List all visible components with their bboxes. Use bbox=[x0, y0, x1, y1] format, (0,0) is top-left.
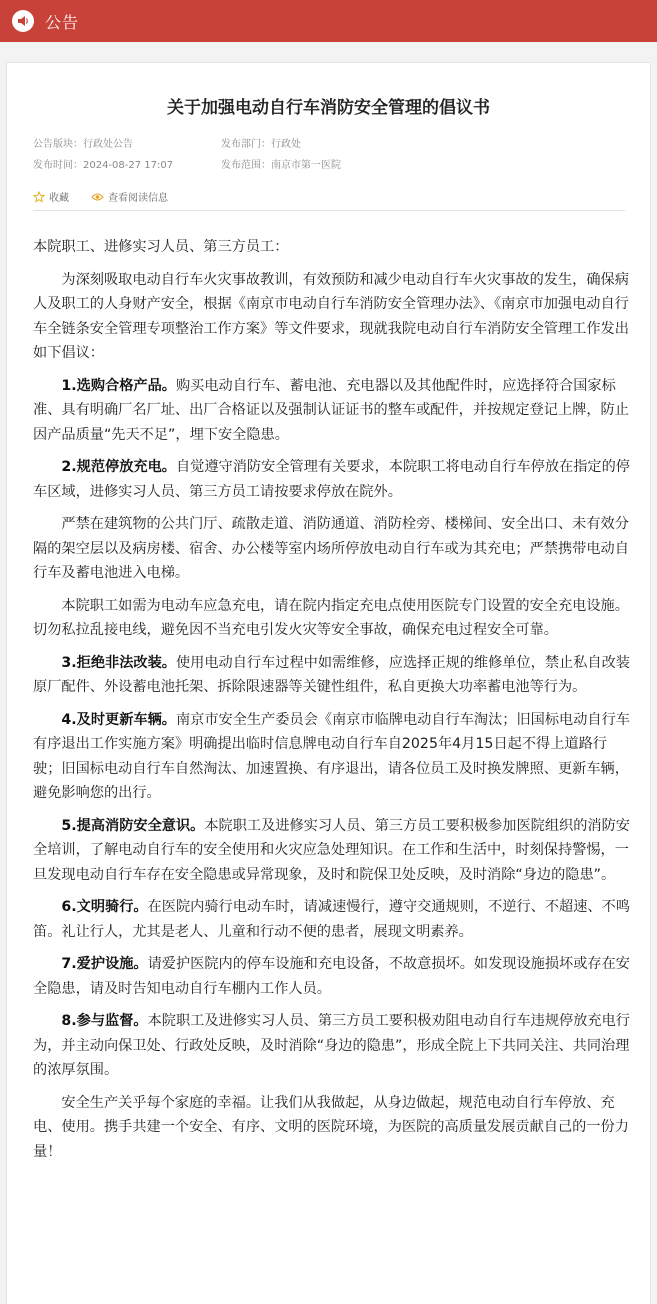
meta-department: 发布部门：行政处 bbox=[221, 139, 301, 150]
header-title: 公告 bbox=[45, 12, 80, 32]
intro-paragraph: 为深刻吸取电动自行车火灾事故教训，有效预防和减少电动自行车火灾事故的发生，确保病人及职工的人身财产安全，根据《南京市电动自行车消防安全管理办法》、《南京市加强电动自行车全链条安全管理专项整治工作方案》等文件要求，现就我院电动自行车消防安全管理工作发出如下倡议： bbox=[33, 271, 629, 361]
item-paragraph: 1.选购合格产品。购买电动自行车、蓄电池、充电器以及其他配件时，应选择符合国家标准、具有明确厂名厂址、出厂合格证以及强制认证证书的整车或配件，并按规定登记上牌，防止因产品质量“先天不足”，埋下安全隐患。 bbox=[33, 377, 629, 443]
item-paragraph: 7.爱护设施。请爱护医院内的停车设施和充电设备，不故意损坏。如发现设施损坏或存在安全隐患，请及时告知电动自行车棚内工作人员。 bbox=[33, 956, 630, 997]
read-info-button[interactable] bbox=[91, 189, 168, 204]
body-paragraph: 本院职工如需为电动车应急充电，请在院内指定充电点使用医院专门设置的安全充电设施。切勿私拉乱接电线，避免因不当充电引发火灾等安全事故，确保充电过程安全可靠。 bbox=[33, 597, 629, 638]
item-paragraph: 8.参与监督。本院职工及进修实习人员、第三方员工要积极劝阻电动自行车违规停放充电行为，并主动向保卫处、行政处反映，及时消除“身边的隐患”，形成全院上下共同关注、共同治理的浓厚氛围。 bbox=[33, 1013, 630, 1078]
body-paragraph: 严禁在建筑物的公共门厅、疏散走道、消防通道、消防栓旁、楼梯间、安全出口、未有效分隔的架空层以及病房楼、宿舍、办公楼等室内场所停放电动自行车或为其充电；严禁携带电动自行车及蓄电池进入电梯。 bbox=[33, 516, 629, 581]
closing-paragraph: 安全生产关乎每个家庭的幸福。让我们从我做起，从身边做起，规范电动自行车停放、充电、使用。携手共建一个安全、有序、文明的医院环境，为医院的高质量发展贡献自己的一份力量！ bbox=[33, 1094, 629, 1160]
salutation: 本院职工、进修实习人员、第三方员工： bbox=[33, 239, 289, 255]
app-header bbox=[0, 0, 657, 42]
favorite-button[interactable] bbox=[33, 189, 69, 204]
favorite-label: 收藏 bbox=[49, 193, 69, 204]
read-info-label: 查看阅读信息 bbox=[108, 193, 168, 204]
item-paragraph: 2.规范停放充电。自觉遵守消防安全管理有关要求，本院职工将电动自行车停放在指定的停车区域，进修实习人员、第三方员工请按要求停放在院外。 bbox=[33, 459, 630, 500]
announcement-card bbox=[6, 62, 651, 1304]
divider bbox=[33, 210, 625, 211]
star-icon bbox=[33, 191, 45, 203]
document-body bbox=[33, 235, 631, 1172]
document-title: 关于加强电动自行车消防安全管理的倡议书 bbox=[167, 98, 490, 118]
meta-scope: 发布范围：南京市第一医院 bbox=[221, 160, 341, 171]
item-paragraph: 3.拒绝非法改装。使用电动自行车过程中如需维修，应选择正规的维修单位，禁止私自改装原厂配件、外设蓄电池托架、拆除限速器等关键性组件，私自更换大功率蓄电池等行为。 bbox=[33, 654, 630, 695]
item-paragraph: 5.提高消防安全意识。本院职工及进修实习人员、第三方员工要积极参加医院组织的消防安全培训，了解电动自行车的安全使用和火灾应急处理知识。在工作和生活中，时刻保持警惕，一旦发现电动自行车存在安全隐患或异常现象，及时和院保卫处反映，及时消除“身边的隐患”。 bbox=[33, 817, 630, 883]
speaker-icon[interactable] bbox=[12, 10, 34, 32]
meta-time: 发布时间：2024-08-27 17:07 bbox=[33, 160, 174, 171]
item-paragraph: 4.及时更新车辆。南京市安全生产委员会《南京市临牌电动自行车淘汰；旧国标电动自行车有序退出工作实施方案》明确提出临时信息牌电动自行车自2025年4月15日起不得上道路行驶；旧国标电动自行车自然淘汰、加速置换、有序退出，请各位员工及时换发牌照、更新车辆，避免影响您的出行。 bbox=[33, 711, 630, 801]
meta-board: 公告版块：行政处公告 bbox=[33, 139, 133, 150]
action-bar bbox=[33, 189, 168, 204]
eye-icon bbox=[91, 192, 104, 202]
item-paragraph: 6.文明骑行。在医院内骑行电动车时，请减速慢行，遵守交通规则，不逆行、不超速、不鸣笛。礼让行人，尤其是老人、儿童和行动不便的患者，展现文明素养。 bbox=[33, 899, 630, 940]
